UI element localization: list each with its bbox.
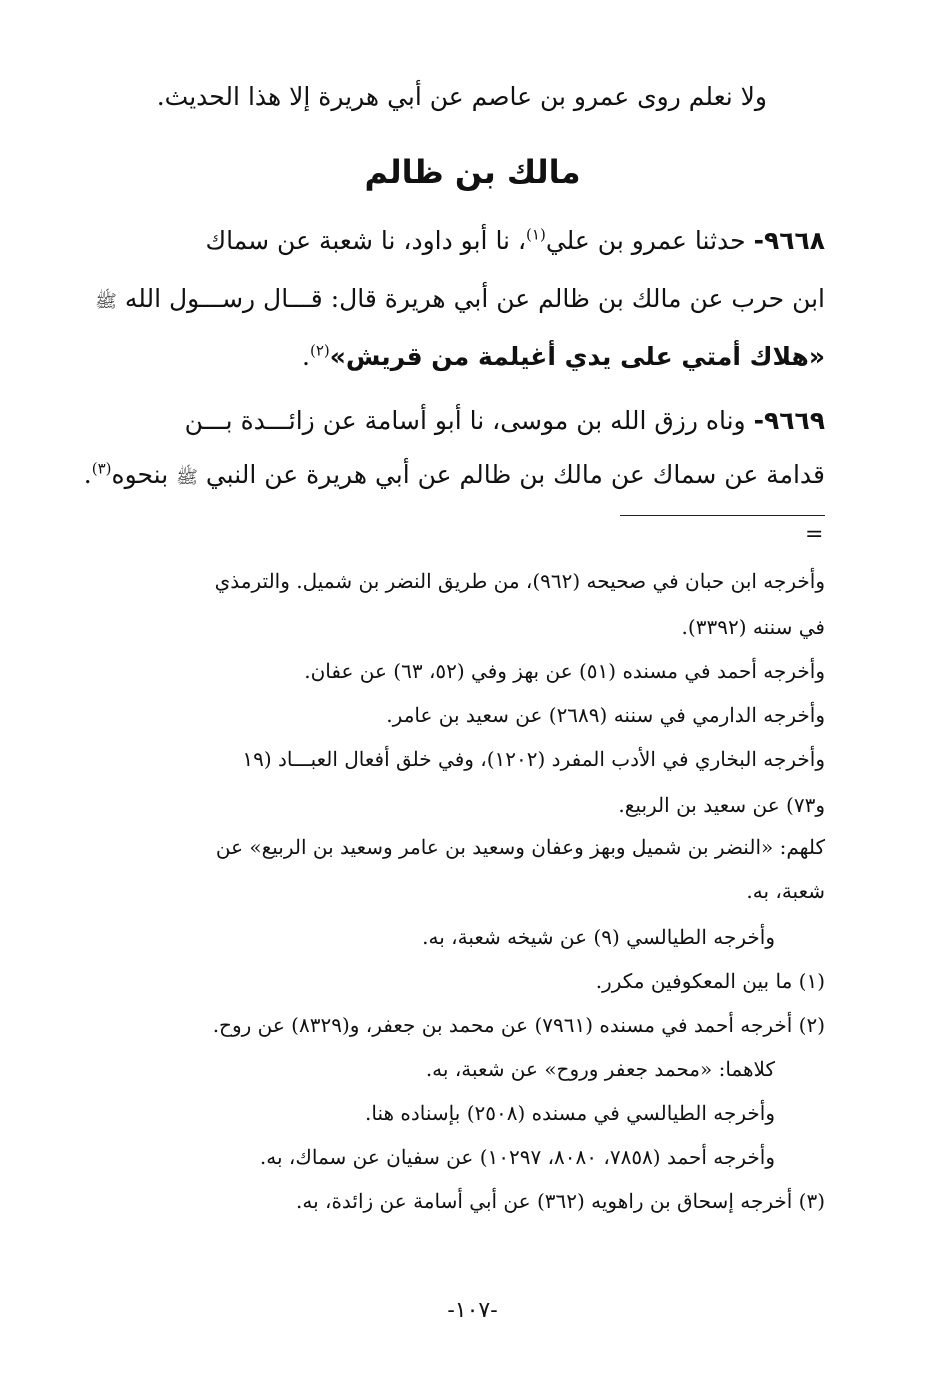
- continuation-mark: =: [805, 522, 824, 547]
- footnote-cont-line: شعبة، به.: [746, 879, 825, 903]
- footnote-cont-line: كلهم: «النضر بن شميل وبهز وعفان وسعيد بن عامر وسعيد بن الربيع» عن: [215, 835, 825, 859]
- footnote-cont-line: وأخرجه الطيالسي (٩) عن شيخه شعبة، به.: [422, 925, 775, 949]
- hadith-9668-line-1: [205, 224, 825, 258]
- section-heading: مالك بن ظالم: [364, 153, 581, 191]
- salawat-symbol: ﷺ: [176, 467, 198, 488]
- hadith-9668-line-3: [302, 340, 825, 374]
- footnote-cont-line: وأخرجه أحمد في مسنده (٥١) عن بهز وفي (٥٢، ٦٣) عن عفان.: [304, 659, 825, 683]
- hadith-9669-line-2: [84, 458, 825, 495]
- footnote-cont-line: وأخرجه البخاري في الأدب المفرد (١٢٠٢)، وفي خلق أفعال العبـــاد (١٩: [242, 747, 825, 771]
- footnote-cont-line: وأخرجه الدارمي في سننه (٢٦٨٩) عن سعيد بن عامر.: [386, 703, 825, 727]
- hadith-9668-line-2: [95, 282, 825, 319]
- footnote-separator: [620, 515, 825, 516]
- hadith-9668-end: .: [302, 342, 310, 371]
- hadith-9668-text-1b: ، نا أبو داود، نا شعبة عن سماك: [205, 226, 527, 255]
- hadith-9669-text-2: قدامة عن سماك عن مالك بن ظالم عن أبي هريرة عن النبي: [205, 460, 825, 489]
- hadith-9669-end: .: [83, 460, 92, 489]
- footnote-1: (١) ما بين المعكوفين مكرر.: [595, 969, 825, 993]
- footnote-cont-line: في سننه (٣٣٩٢).: [681, 615, 825, 639]
- footnote-2-line: كلاهما: «محمد جعفر وروح» عن شعبة، به.: [425, 1057, 775, 1081]
- hadith-9668-quote: «هلاك أمتي على يدي أغيلمة من قريش»: [329, 342, 825, 371]
- footnote-ref-1: (١): [526, 225, 546, 244]
- hadith-9668-text-2: ابن حرب عن مالك بن ظالم عن أبي هريرة قال: قـــال رســـول الله: [124, 284, 825, 313]
- hadith-9669-text-2b: بنحوه: [111, 460, 169, 489]
- intro-sentence: ولا نعلم روى عمرو بن عاصم عن أبي هريرة إلا هذا الحديث.: [156, 82, 767, 111]
- footnote-2-line: وأخرجه الطيالسي في مسنده (٢٥٠٨) بإسناده هنا.: [365, 1101, 775, 1125]
- hadith-9669-text-1: وناه رزق الله بن موسى، نا أبو أسامة عن زائـــدة بـــن: [184, 406, 746, 435]
- footnote-ref-3: (٣): [91, 459, 112, 478]
- footnote-2-line: وأخرجه أحمد (٧٨٥٨، ٨٠٨٠، ١٠٢٩٧) عن سفيان عن سماك، به.: [259, 1145, 775, 1169]
- page-number: -١٠٧-: [447, 1298, 498, 1323]
- hadith-9668-number: ٩٦٦٨-: [753, 226, 825, 255]
- footnote-cont-line: و٧٣) عن سعيد بن الربيع.: [618, 793, 825, 817]
- hadith-9668-text-1: حدثنا عمرو بن علي: [545, 226, 746, 255]
- hadith-9669-line-1: [185, 404, 825, 438]
- salawat-symbol: ﷺ: [95, 291, 117, 312]
- footnote-2-line: (٢) أخرجه أحمد في مسنده (٧٩٦١) عن محمد بن جعفر، و(٨٣٢٩) عن روح.: [212, 1013, 825, 1037]
- hadith-9669-number: ٩٦٦٩-: [753, 406, 825, 435]
- footnote-3: (٣) أخرجه إسحاق بن راهويه (٣٦٢) عن أبي أسامة عن زائدة، به.: [295, 1189, 825, 1213]
- footnote-cont-line: وأخرجه ابن حبان في صحيحه (٩٦٢)، من طريق النضر بن شميل. والترمذي: [214, 569, 825, 593]
- footnote-ref-2: (٢): [310, 341, 330, 360]
